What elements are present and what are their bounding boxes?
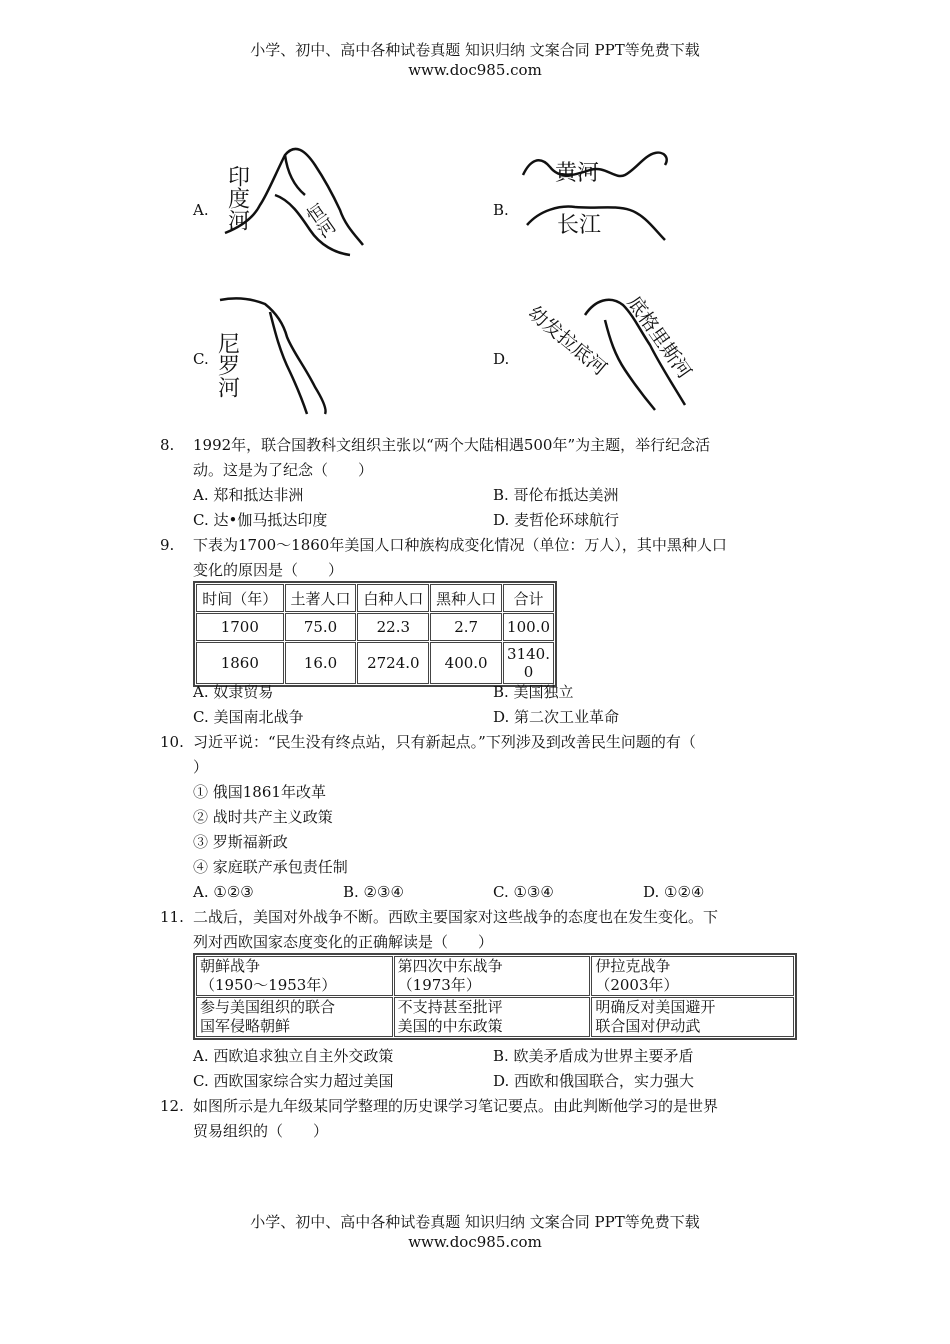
question-text-line: 习近平说：“民生没有终点站，只有新起点。”下列涉及到改善民生问题的有（: [193, 733, 696, 751]
table-header-row: [196, 584, 554, 612]
question-9: [160, 533, 800, 583]
q9-population-table: [193, 581, 557, 687]
river-label-ganges: 恒河: [300, 200, 339, 242]
q11-option-c[interactable]: C. 西欧国家综合实力超过美国: [193, 1072, 394, 1090]
page-footer: [0, 1212, 950, 1252]
table-row: [196, 997, 794, 1037]
question-10: [160, 730, 800, 880]
cell-line: 国军侵略朝鲜: [200, 1017, 291, 1035]
question-number: 10.: [160, 733, 184, 751]
table-header-cell: 土著人口: [285, 584, 357, 612]
table-cell: 22.3: [357, 613, 429, 641]
table-cell: 400.0: [430, 642, 502, 684]
table-cell: 2.7: [430, 613, 502, 641]
q10-item: ② 战时共产主义政策: [193, 808, 333, 826]
q10-item: ③ 罗斯福新政: [193, 833, 288, 851]
q11-option-a[interactable]: A. 西欧追求独立自主外交政策: [193, 1047, 394, 1065]
q8-option-c[interactable]: C. 达•伽马抵达印度: [193, 511, 328, 529]
question-text-line: ）: [193, 758, 209, 776]
table-cell: 100.0: [503, 613, 554, 641]
cell-line: 美国的中东政策: [397, 1017, 503, 1035]
table-row: [196, 613, 554, 641]
q10-item: ① 俄国1861年改革: [193, 783, 326, 801]
q10-option-b[interactable]: B. ②③④: [343, 883, 404, 901]
q7-option-b-letter: B.: [493, 201, 509, 219]
question-text-line: 动。这是为了纪念（ ）: [193, 461, 374, 479]
q10-option-d[interactable]: D. ①②④: [643, 883, 705, 901]
table-row: [196, 642, 554, 684]
q10-option-a[interactable]: A. ①②③: [193, 883, 254, 901]
cell-line: 不支持甚至批评: [397, 998, 503, 1016]
q11-war-attitude-table: [193, 953, 797, 1040]
table-header-cell: [394, 956, 591, 996]
q7-map-b: [515, 135, 675, 260]
table-header-row: [196, 956, 794, 996]
question-text-line: 如图所示是九年级某同学整理的历史课学习笔记要点。由此判断他学习的是世界: [193, 1097, 719, 1115]
question-text-line: 变化的原因是（ ）: [193, 561, 344, 579]
cell-line: 联合国对伊动武: [595, 1017, 701, 1035]
q7-option-c-letter: C.: [193, 350, 209, 368]
q7-option-d-letter: D.: [493, 350, 510, 368]
river-label-yangtze: 长江: [557, 213, 602, 238]
q8-option-b[interactable]: B. 哥伦布抵达美洲: [493, 486, 619, 504]
table-cell: 3140.0: [503, 642, 554, 684]
question-12: [160, 1094, 800, 1144]
table-header-cell: 黑种人口: [430, 584, 502, 612]
header-url: www.doc985.com: [408, 61, 542, 79]
table-cell: 16.0: [285, 642, 357, 684]
q9-option-d[interactable]: D. 第二次工业革命: [493, 708, 620, 726]
war-years: （2003年）: [595, 976, 679, 994]
table-header-cell: [591, 956, 794, 996]
table-cell: [196, 997, 393, 1037]
table-cell: 1860: [196, 642, 284, 684]
q8-option-d[interactable]: D. 麦哲伦环球航行: [493, 511, 620, 529]
table-header-cell: 合计: [503, 584, 554, 612]
question-number: 11.: [160, 908, 184, 926]
question-11: [160, 905, 800, 955]
q11-option-b[interactable]: B. 欧美矛盾成为世界主要矛盾: [493, 1047, 694, 1065]
cell-line: 明确反对美国避开: [595, 998, 716, 1016]
question-number: 9.: [160, 536, 175, 554]
q7-option-a-letter: A.: [193, 201, 209, 219]
war-name: 朝鲜战争: [200, 957, 261, 975]
question-number: 8.: [160, 436, 175, 454]
q9-option-a[interactable]: A. 奴隶贸易: [193, 683, 274, 701]
question-text-line: 下表为1700～1860年美国人口种族构成变化情况（单位：万人），其中黑种人口: [193, 536, 727, 554]
q10-item: ④ 家庭联产承包责任制: [193, 858, 348, 876]
cell-line: 参与美国组织的联合: [200, 998, 336, 1016]
war-name: 伊拉克战争: [595, 957, 671, 975]
table-cell: 1700: [196, 613, 284, 641]
question-text-line: 1992年，联合国教科文组织主张以“两个大陆相遇500年”为主题，举行纪念活: [193, 436, 711, 454]
q10-option-c[interactable]: C. ①③④: [493, 883, 554, 901]
river-label-euphrates: 幼发拉底河: [523, 301, 611, 380]
river-line: [285, 155, 305, 195]
table-cell: [591, 997, 794, 1037]
question-text-line: 列对西欧国家态度变化的正确解读是（ ）: [193, 933, 494, 951]
table-header-cell: 白种人口: [357, 584, 429, 612]
war-years: （1973年）: [397, 976, 481, 994]
table-header-cell: [196, 956, 393, 996]
q11-option-d[interactable]: D. 西欧和俄国联合，实力强大: [493, 1072, 695, 1090]
q8-option-a[interactable]: A. 郑和抵达非洲: [193, 486, 304, 504]
table-cell: 75.0: [285, 613, 357, 641]
q7-map-c: [215, 292, 335, 417]
river-label-indus-1: 印度河: [224, 165, 250, 231]
footer-line-1: 小学、初中、高中各种试卷真题 知识归纳 文案合同 PPT等免费下载: [250, 1213, 700, 1231]
question-text-line: 二战后，美国对外战争不断。西欧主要国家对这些战争的态度也在发生变化。下: [193, 908, 719, 926]
war-name: 第四次中东战争: [397, 957, 503, 975]
question-number: 12.: [160, 1097, 184, 1115]
q7-map-a: [215, 135, 365, 265]
river-label-tigris: 底格里斯河: [622, 292, 696, 383]
table-cell: [394, 997, 591, 1037]
table-cell: 2724.0: [357, 642, 429, 684]
q9-option-c[interactable]: C. 美国南北战争: [193, 708, 304, 726]
footer-url: www.doc985.com: [408, 1233, 542, 1251]
page-header: [0, 40, 950, 80]
river-label-nile: 尼罗河: [215, 332, 240, 398]
q9-option-b[interactable]: B. 美国独立: [493, 683, 574, 701]
question-text-line: 贸易组织的（ ）: [193, 1122, 329, 1140]
river-label-yellow: 黄河: [555, 161, 600, 186]
table-header-cell: 时间（年）: [196, 584, 284, 612]
question-8: [160, 433, 800, 483]
war-years: （1950～1953年）: [200, 976, 337, 994]
header-line-1: 小学、初中、高中各种试卷真题 知识归纳 文案合同 PPT等免费下载: [250, 41, 700, 59]
q7-map-d: [515, 290, 710, 420]
